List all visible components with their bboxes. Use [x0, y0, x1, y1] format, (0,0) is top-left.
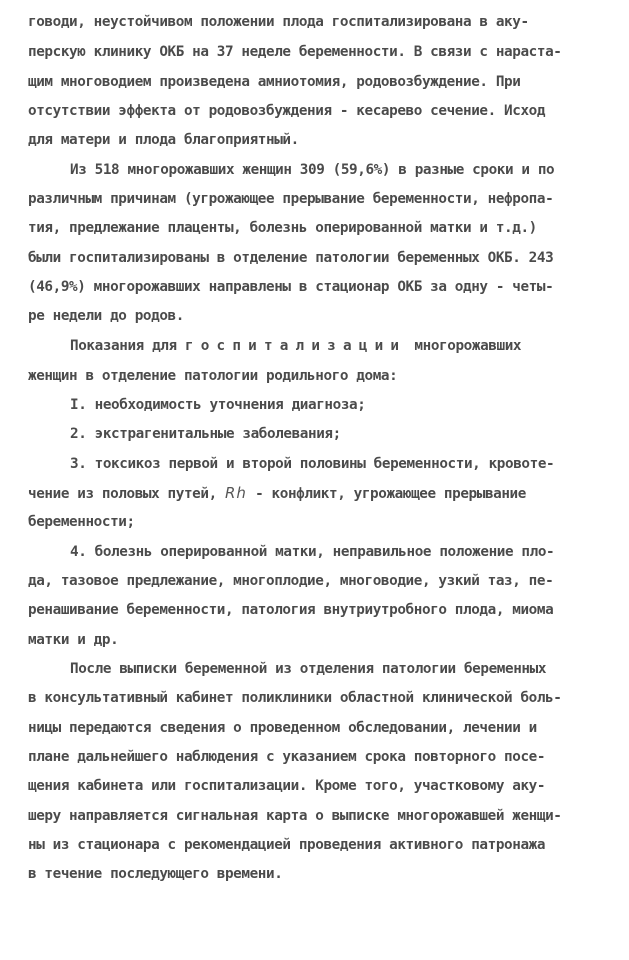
- text-line: для матери и плода благоприятный.: [28, 132, 299, 148]
- text-line: плане дальнейшего наблюдения с указанием срока повторного посе-: [28, 749, 546, 765]
- list-item: 4. болезнь оперированной матки, неправильное положение пло-: [70, 544, 555, 560]
- text-line: говоди, неустойчивом положении плода госпитализирована в аку-: [28, 14, 529, 30]
- text-line: да, тазовое предлежание, многоплодие, многоводие, узкий таз, пе-: [28, 573, 554, 589]
- spaced-emphasis: госпитализации: [184, 338, 407, 354]
- text-line: ны из стационара с рекомендацией проведения активного патронажа: [28, 837, 546, 853]
- text-line: ре недели до родов.: [28, 308, 184, 324]
- text-line: шеру направляется сигнальная карта о выписке многорожавшей женщи-: [28, 808, 562, 824]
- text-line: в консультативный кабинет поликлиники областной клинической боль-: [28, 690, 562, 706]
- text-fragment: чение из половых путей,: [28, 486, 225, 502]
- text-line: тия, предлежание плаценты, болезнь оперированной матки и т.д.): [28, 220, 537, 236]
- text-line: ренашивание беременности, патология внутриутробного плода, миома: [28, 602, 554, 618]
- text-fragment: - конфликт, угрожающее прерывание: [246, 486, 526, 502]
- text-fragment: многорожавших: [406, 338, 522, 354]
- paragraph-first-line: Из 518 многорожавших женщин 309 (59,6%) в разные сроки и по: [70, 162, 555, 178]
- text-line: (46,9%) многорожавших направлены в стационар ОКБ за одну - четы-: [28, 279, 554, 295]
- text-line: матки и др.: [28, 632, 119, 648]
- text-line: различным причинам (угрожающее прерывание беременности, нефропа-: [28, 191, 554, 207]
- text-line: [28, 483, 526, 504]
- paragraph-first-line: [70, 336, 521, 356]
- paragraph-first-line: После выписки беременной из отделения патологии беременных: [70, 661, 547, 677]
- text-line: перскую клинику ОКБ на 37 неделе беременности. В связи с нараста-: [28, 44, 562, 60]
- text-line: были госпитализированы в отделение патологии беременных ОКБ. 243: [28, 250, 554, 266]
- text-line: отсутствии эффекта от родовозбуждения - кесарево сечение. Исход: [28, 103, 546, 119]
- text-fragment: Показания для: [70, 338, 185, 354]
- list-item: 3. токсикоз первой и второй половины беременности, кровоте-: [70, 456, 555, 472]
- list-item: I. необходимость уточнения диагноза;: [70, 397, 366, 413]
- text-line: щения кабинета или госпитализации. Кроме того, участковому аку-: [28, 778, 546, 794]
- text-line: в течение последующего времени.: [28, 866, 283, 882]
- text-line: щим многоводием произведена амниотомия, родовозбуждение. При: [28, 74, 521, 90]
- text-line: ницы передаются сведения о проведенном обследовании, лечении и: [28, 720, 537, 736]
- list-item: 2. экстрагенитальные заболевания;: [70, 426, 341, 442]
- handwritten-rh: Rh: [224, 484, 247, 502]
- text-line: беременности;: [28, 514, 135, 530]
- text-line: женщин в отделение патологии родильного дома:: [28, 368, 398, 384]
